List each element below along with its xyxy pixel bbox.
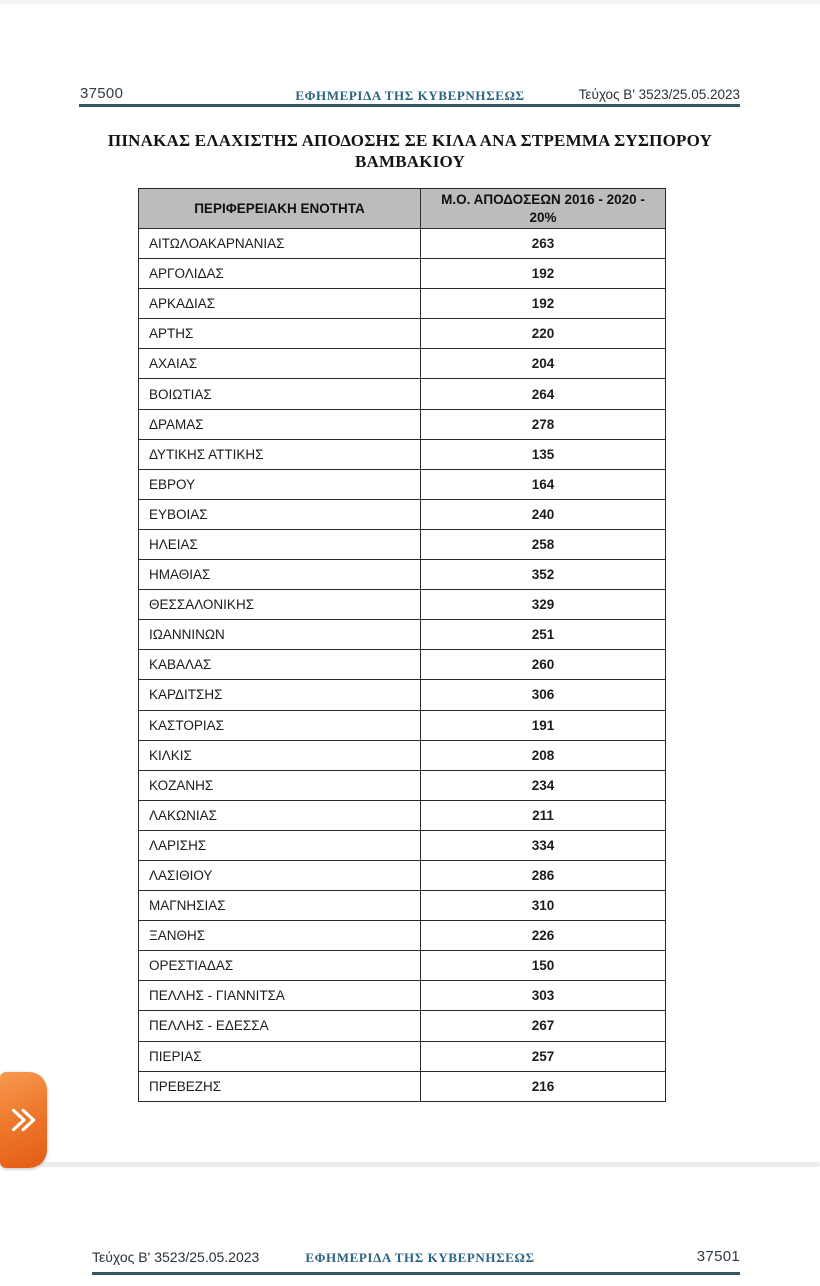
value-cell: 267	[421, 1011, 666, 1041]
region-cell: ΔΥΤΙΚΗΣ ΑΤΤΙΚΗΣ	[139, 439, 421, 469]
value-cell: 251	[421, 620, 666, 650]
region-cell: ΕΒΡΟΥ	[139, 469, 421, 499]
page-separator	[38, 1162, 820, 1167]
table-row	[139, 770, 666, 800]
region-cell: ΑΡΓΟΛΙΔΑΣ	[139, 259, 421, 289]
table-row	[139, 469, 666, 499]
region-cell: ΠΕΛΛΗΣ - ΓΙΑΝΝΙΤΣΑ	[139, 981, 421, 1011]
table-row	[139, 229, 666, 259]
value-cell: 240	[421, 499, 666, 529]
region-cell: ΞΑΝΘΗΣ	[139, 921, 421, 951]
value-cell: 208	[421, 740, 666, 770]
footer-masthead: ΕΦΗΜΕΡΙΔΑ ΤΗΣ ΚΥΒΕΡΝΗΣΕΩΣ	[305, 1250, 535, 1265]
value-cell: 258	[421, 529, 666, 559]
region-cell: ΚΟΖΑΝΗΣ	[139, 770, 421, 800]
column-header-region: ΠΕΡΙΦΕΡΕΙΑΚΗ ΕΝΟΤΗΤΑ	[139, 189, 421, 229]
table-row	[139, 951, 666, 981]
column-header-value-line2: 20%	[529, 209, 557, 225]
table-body	[139, 229, 666, 1102]
value-cell: 286	[421, 860, 666, 890]
footer-page-number: 37501	[696, 1248, 740, 1265]
table-row	[139, 259, 666, 289]
region-cell: ΑΡΤΗΣ	[139, 319, 421, 349]
region-cell: ΟΡΕΣΤΙΑΔΑΣ	[139, 951, 421, 981]
table-row	[139, 590, 666, 620]
table-row	[139, 289, 666, 319]
expand-panel-button[interactable]	[0, 1072, 47, 1168]
table-row	[139, 620, 666, 650]
region-cell: ΗΜΑΘΙΑΣ	[139, 560, 421, 590]
table-row	[139, 891, 666, 921]
header-issue: Τεύχος Β' 3523/25.05.2023	[578, 87, 740, 102]
value-cell: 204	[421, 349, 666, 379]
table-row	[139, 1041, 666, 1071]
value-cell: 263	[421, 229, 666, 259]
region-cell: ΑΙΤΩΛΟΑΚΑΡΝΑΝΙΑΣ	[139, 229, 421, 259]
footer-rule	[92, 1272, 740, 1275]
table-row	[139, 1011, 666, 1041]
table-row	[139, 650, 666, 680]
value-cell: 352	[421, 560, 666, 590]
value-cell: 192	[421, 289, 666, 319]
header-rule	[79, 104, 740, 107]
value-cell: 226	[421, 921, 666, 951]
value-cell: 234	[421, 770, 666, 800]
header-masthead: ΕΦΗΜΕΡΙΔΑ ΤΗΣ ΚΥΒΕΡΝΗΣΕΩΣ	[295, 88, 525, 103]
region-cell: ΚΑΡΔΙΤΣΗΣ	[139, 680, 421, 710]
yield-table	[138, 188, 666, 1102]
region-cell: ΠΙΕΡΙΑΣ	[139, 1041, 421, 1071]
table-row	[139, 680, 666, 710]
value-cell: 329	[421, 590, 666, 620]
table-row	[139, 409, 666, 439]
region-cell: ΗΛΕΙΑΣ	[139, 529, 421, 559]
footer-issue: Τεύχος Β' 3523/25.05.2023	[92, 1249, 260, 1265]
region-cell: ΘΕΣΣΑΛΟΝΙΚΗΣ	[139, 590, 421, 620]
header-page-number: 37500	[80, 85, 124, 102]
region-cell: ΚΑΣΤΟΡΙΑΣ	[139, 710, 421, 740]
yield-table-container	[138, 188, 666, 1102]
table-row	[139, 981, 666, 1011]
region-cell: ΙΩΑΝΝΙΝΩΝ	[139, 620, 421, 650]
region-cell: ΑΡΚΑΔΙΑΣ	[139, 289, 421, 319]
region-cell: ΠΡΕΒΕΖΗΣ	[139, 1071, 421, 1101]
value-cell: 135	[421, 439, 666, 469]
value-cell: 220	[421, 319, 666, 349]
value-cell: 306	[421, 680, 666, 710]
double-chevron-right-icon	[8, 1106, 40, 1134]
value-cell: 278	[421, 409, 666, 439]
region-cell: ΚΙΛΚΙΣ	[139, 740, 421, 770]
table-row	[139, 740, 666, 770]
value-cell: 264	[421, 379, 666, 409]
value-cell: 216	[421, 1071, 666, 1101]
document-title-line1: ΠΙΝΑΚΑΣ ΕΛΑΧΙΣΤΗΣ ΑΠΟΔΟΣΗΣ ΣΕ ΚΙΛΑ ΑΝΑ ΣΤΡΕΜΜΑ ΣΥΣΠΟΡΟΥ	[107, 131, 713, 150]
table-row	[139, 319, 666, 349]
region-cell: ΒΟΙΩΤΙΑΣ	[139, 379, 421, 409]
value-cell: 211	[421, 800, 666, 830]
region-cell: ΠΕΛΛΗΣ - ΕΔΕΣΣΑ	[139, 1011, 421, 1041]
region-cell: ΛΑΡΙΣΗΣ	[139, 830, 421, 860]
column-header-value-line1: Μ.Ο. ΑΠΟΔΟΣΕΩΝ 2016 - 2020 -	[441, 191, 645, 207]
table-row	[139, 800, 666, 830]
value-cell: 164	[421, 469, 666, 499]
value-cell: 192	[421, 259, 666, 289]
region-cell: ΔΡΑΜΑΣ	[139, 409, 421, 439]
table-row	[139, 379, 666, 409]
table-row	[139, 349, 666, 379]
table-row	[139, 1071, 666, 1101]
value-cell: 260	[421, 650, 666, 680]
top-edge-strip	[0, 0, 820, 4]
region-cell: ΚΑΒΑΛΑΣ	[139, 650, 421, 680]
region-cell: ΑΧΑΙΑΣ	[139, 349, 421, 379]
table-row	[139, 499, 666, 529]
table-row	[139, 921, 666, 951]
table-row	[139, 830, 666, 860]
value-cell: 191	[421, 710, 666, 740]
value-cell: 303	[421, 981, 666, 1011]
region-cell: ΜΑΓΝΗΣΙΑΣ	[139, 891, 421, 921]
document-title-line2: ΒΑΜΒΑΚΙΟΥ	[355, 152, 465, 172]
document-title	[0, 130, 820, 173]
value-cell: 310	[421, 891, 666, 921]
value-cell: 257	[421, 1041, 666, 1071]
table-row	[139, 560, 666, 590]
column-header-value	[421, 189, 666, 229]
table-row	[139, 439, 666, 469]
table-row	[139, 529, 666, 559]
region-cell: ΛΑΚΩΝΙΑΣ	[139, 800, 421, 830]
region-cell: ΕΥΒΟΙΑΣ	[139, 499, 421, 529]
table-header-row	[139, 189, 666, 229]
region-cell: ΛΑΣΙΘΙΟΥ	[139, 860, 421, 890]
value-cell: 150	[421, 951, 666, 981]
value-cell: 334	[421, 830, 666, 860]
table-row	[139, 860, 666, 890]
table-row	[139, 710, 666, 740]
